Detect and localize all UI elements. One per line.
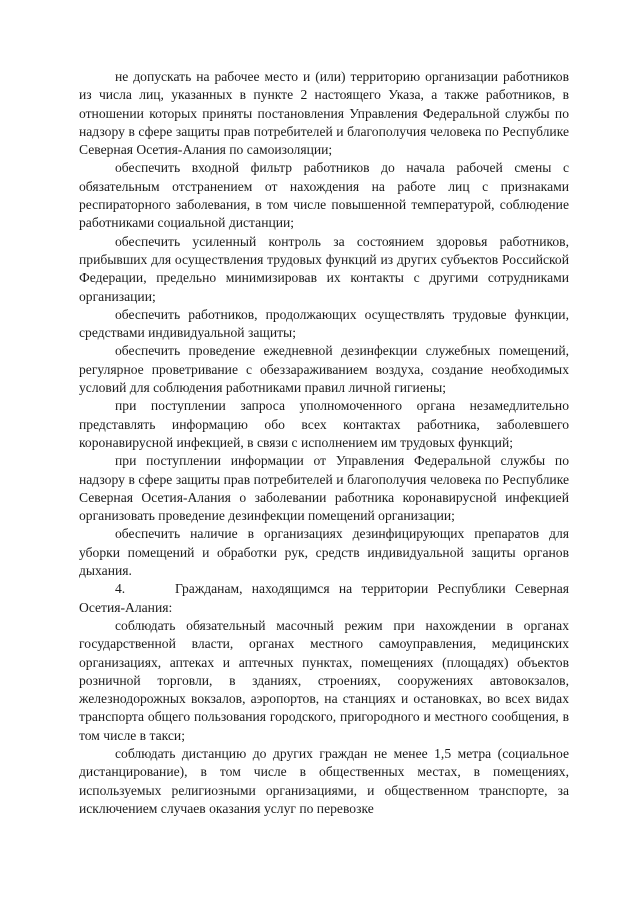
paragraph-protective-equipment: обеспечить работников, продолжающих осуществлять трудовые функции, средствами индивидуальной защиты; (79, 306, 569, 341)
paragraph-social-distance: соблюдать дистанцию до других граждан не менее 1,5 метра (социальное дистанцирование), в том числе в общественных местах, в помещениях, используемых религиозными организациями, и общественном транспорте, за исключением случаев оказания услуг по перевозке (79, 745, 569, 816)
paragraph-infection-response: при поступлении информации от Управления Федеральной службы по надзору в сфере защиты прав потребителей и благополучия человека по Республике Северная Осетия-Алания о заболевании работника коронавирусной инфекцией организовать проведение дезинфекции помещений организации; (79, 453, 569, 524)
point-number: 4. (115, 581, 126, 597)
paragraph-contact-info: при поступлении запроса уполномоченного органа незамедлительно представлять информацию обо всех контактах работника, заболевшего коронавирусной инфекцией, в связи с исполнением им трудовых функций; (79, 398, 569, 450)
paragraph-workplace-access: не допускать на рабочее место и (или) территорию организации работников из числа лиц, указанных в пункте 2 настоящего Указа, а также работников, в отношении которых приняты постановления Управления Федеральной службы по надзору в сфере защиты прав потребителей и благополучия человека по Республике Северная Осетия-Алания по самоизоляции; (79, 69, 569, 158)
paragraph-mask-regime: соблюдать обязательный масочный режим при нахождении в органах государственной власти, органах местного самоуправления, медицинских организациях, аптеках и аптечных пунктах, помещениях (площадях) объектов розничной торговли, в зданиях, строениях, сооружениях автовокзалов, железнодорожных вокзалов, аэропортов, на станциях и остановках, во всех видах транспорта общего пользования городского, пригородного и местного сообщения, в том числе в такси; (79, 617, 569, 743)
paragraph-disinfection: обеспечить проведение ежедневной дезинфекции служебных помещений, регулярное проветривание с обеззараживанием воздуха, создание необходимых условий для соблюдения работниками правил личной гигиены; (79, 343, 569, 396)
paragraph-entry-filter: обеспечить входной фильтр работников до начала рабочей смены с обязательным отстранением от нахождения на работе лиц с признаками респираторного заболевания, в том числе повышенной температурой, соблюдение работниками социальной дистанции; (79, 160, 569, 231)
point-4 (79, 580, 569, 617)
paragraph-disinfectants: обеспечить наличие в организациях дезинфицирующих препаратов для уборки помещений и обработки рук, средств индивидуальной защиты органов дыхания. (79, 526, 569, 579)
document-page (79, 68, 569, 818)
point-text: Гражданам, находящимся на территории Республики Северная Осетия-Алания: (79, 581, 569, 615)
paragraph-health-control: обеспечить усиленный контроль за состоянием здоровья работников, прибывших для осуществления трудовых функций из других субъектов Российской Федерации, предельно минимизировав их контакты с другими сотрудниками организации; (79, 233, 569, 304)
